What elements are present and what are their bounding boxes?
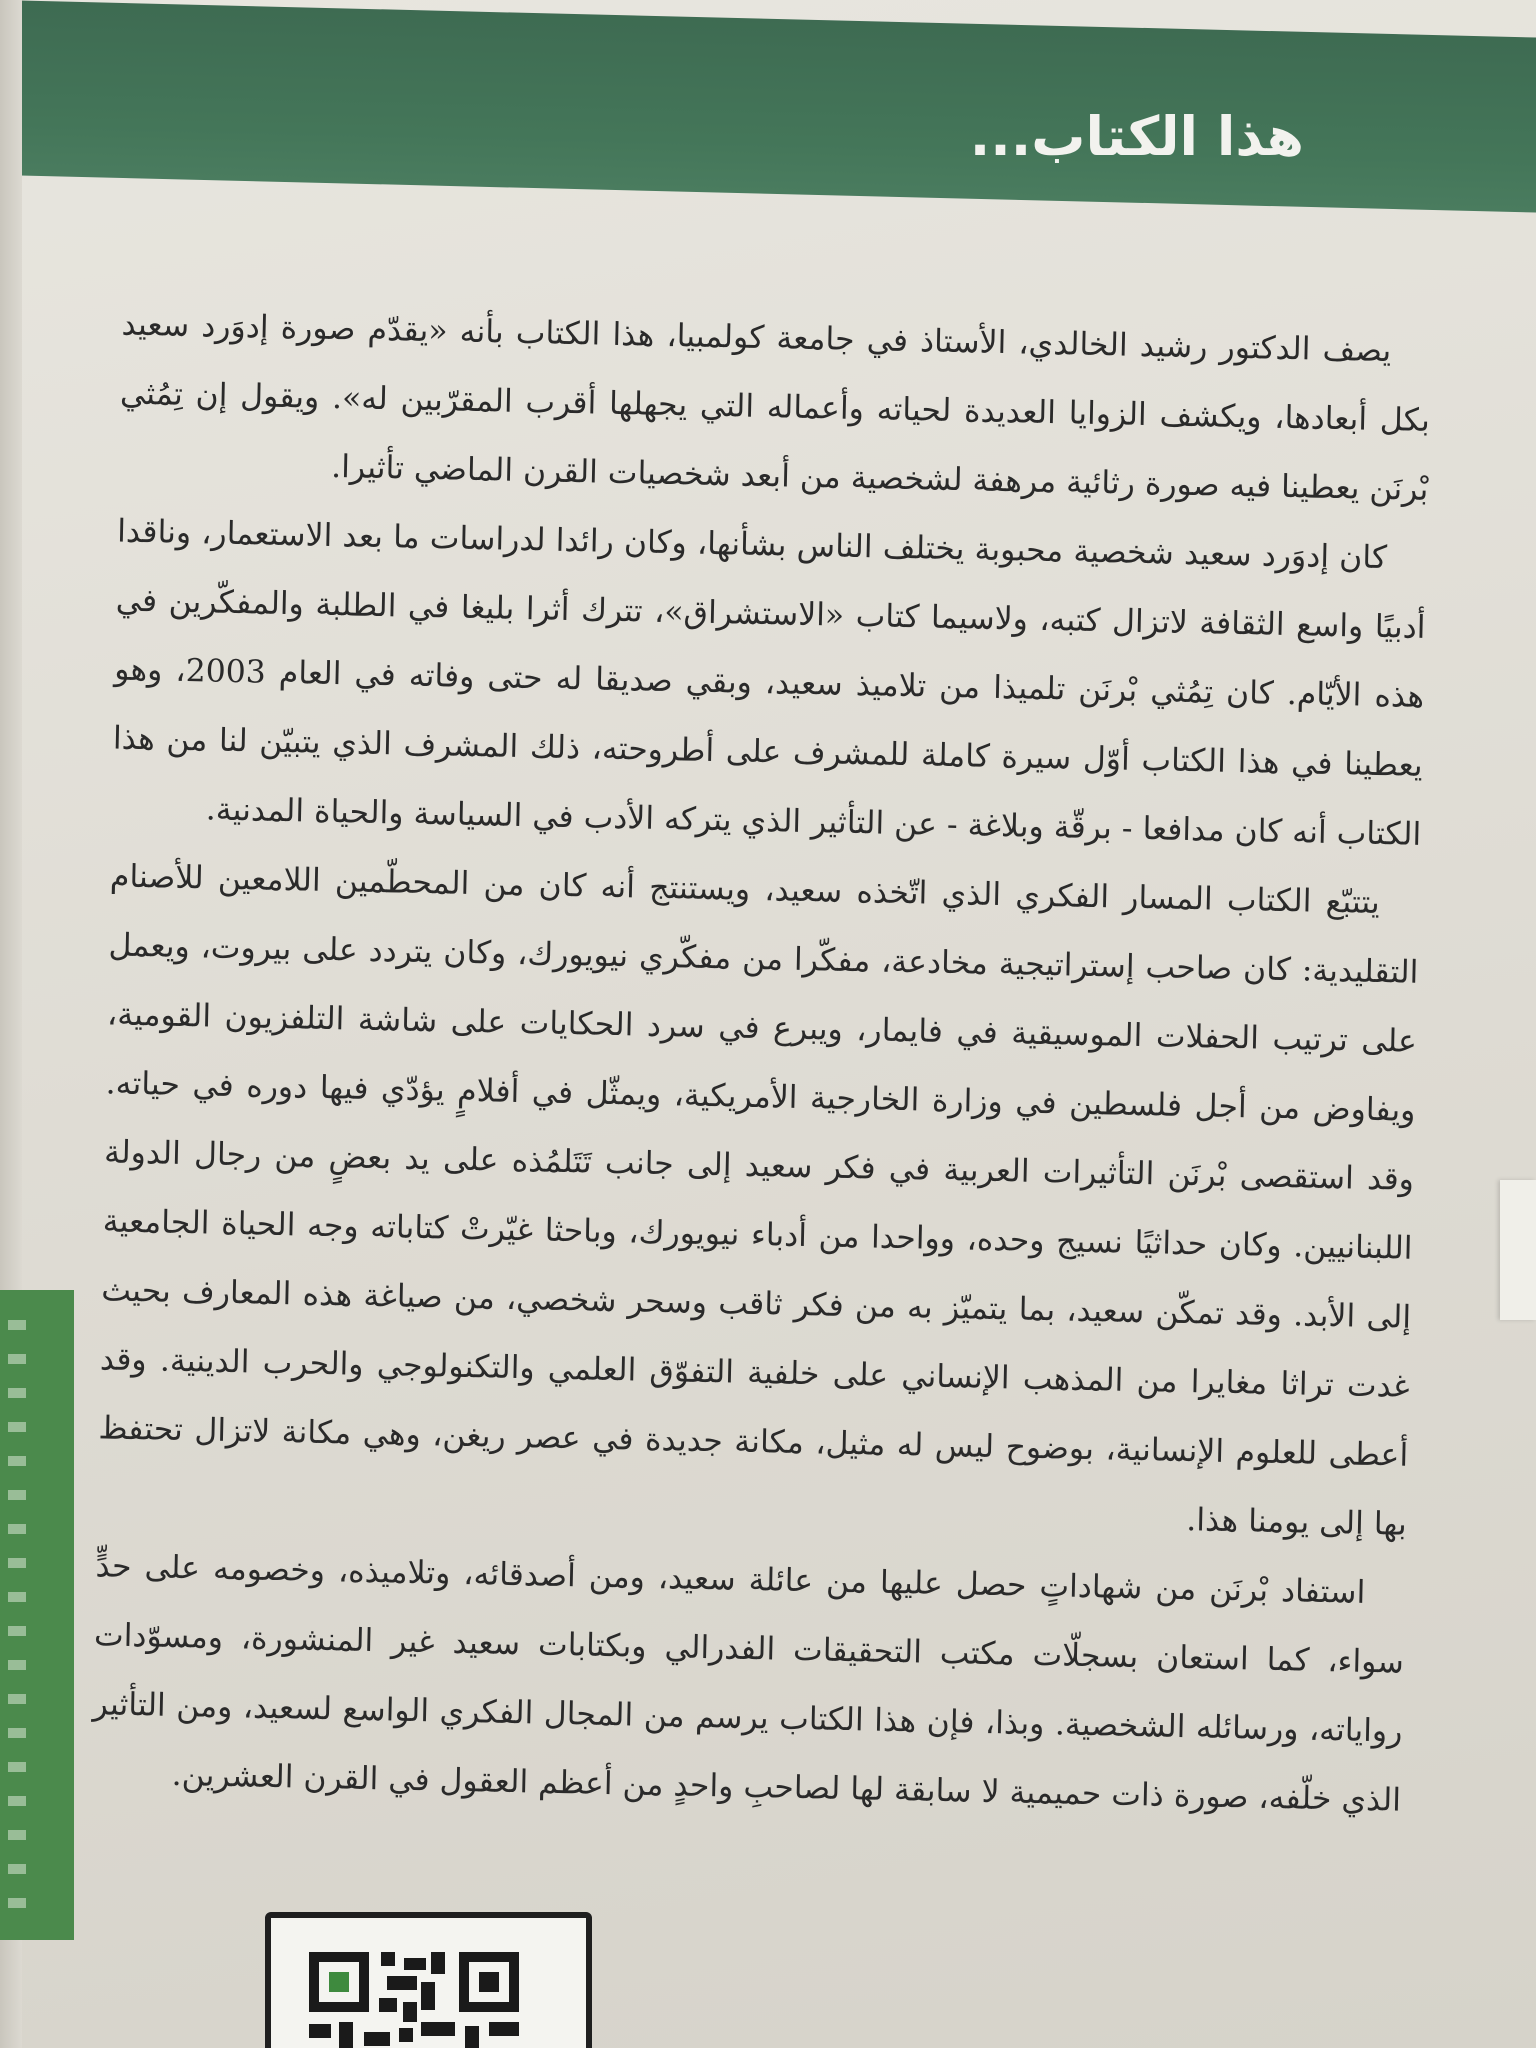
strip-marks: [8, 1320, 26, 1920]
paragraph-4: استفاد بْرنَن من شهاداتٍ حصل عليها من عائلة سعيد، ومن أصدقائه، وتلاميذه، وخصومه على حدٍّ سواء، كما استعان بسجلّات مكتب التحقيقات الفدرالي وبكتابات سعيد غير المنشورة، ومسوّدات رواياته، ورسائله الشخصية. وبذا، فإن هذا الكتاب يرسم من المجال الفكري الواسع لسعيد، ومن التأثير الذي خلّفه، صورة ذات حميمية لا سابقة لها لصاحبِ واحدٍ من أعظم العقول في القرن العشرين.: [92, 1548, 1405, 1819]
paragraph-1: يصف الدكتور رشيد الخالدي، الأستاذ في جامعة كولمبيا، هذا الكتاب بأنه «يقدّم صورة إدوَرد سعيد بكل أبعادها، ويكشف الزوايا العديدة لحياته وأعماله التي يجهلها أقرب المقرّبين له». ويقول إن تِمُثي بْرنَن يعطينا فيه صورة رثائية مرهفة لشخصية من أبعد شخصيات القرن الماضي تأثيرا.: [119, 306, 1431, 508]
paragraph-2: كان إدوَرد سعيد شخصية محبوبة يختلف الناس بشأنها، وكان رائدا لدراسات ما بعد الاستعمار، وناقدا أدبيًا واسع الثقافة لاتزال كتبه، ولاسيما كتاب «الاستشراق»، تترك أثرا بليغا في الطلبة والمفكّرين في هذه الأيّام. كان تِمُثي بْرنَن تلميذا من تلاميذ سعيد، وبقي صديقا له حتى وفاته في العام 2003، وهو يعطينا في هذا الكتاب أوّل سيرة كاملة للمشرف على أطروحته، ذلك المشرف الذي يتبيّن لنا من هذا الكتاب أنه كان مدافعا - برقّة وبلاغة - عن التأثير الذي يتركه الأدب في السياسة والحياة المدنية.: [112, 513, 1426, 853]
paper-tab: [1500, 1180, 1536, 1320]
side-color-strip: [0, 1290, 74, 1940]
header-band: [0, 0, 1536, 213]
qr-code-frame[interactable]: [265, 1912, 592, 2048]
qr-code-icon: [309, 1952, 549, 2048]
blurb-text: [90, 291, 1432, 1836]
cover-heading: هذا الكتاب...: [969, 105, 1304, 168]
paragraph-3: يتتبّع الكتاب المسار الفكري الذي اتّخذه سعيد، ويستنتج أنه كان من المحطّمين اللامعين للأصنام التقليدية: كان صاحب إستراتيجية مخادعة، مفكّرا من مفكّري نيويورك، وكان يتردد على بيروت، ويعمل على ترتيب الحفلات الموسيقية في فايمار، ويبرع في سرد الحكايات على شاشة التلفزيون القومية، ويفاوض من أجل فلسطين في وزارة الخارجية الأمريكية، ويمثّل في أفلامٍ يؤدّي فيها دوره في حياته. وقد استقصى بْرنَن التأثيرات العربية في فكر سعيد إلى جانب تَتَلمُذه على يد بعضٍ من رجال الدولة اللبنانيين. وكان حداثيًا نسيج وحده، وواحدا من أدباء نيويورك، وباحثا غيّرتْ كتاباته وجه الحياة الجامعية إلى الأبد. وقد تمكّن سعيد، بما يتميّز به من فكر ثاقب وسحر شخصي، من صياغة هذه المعارف بحيث غدت تراثا مغايرا من المذهب الإنساني على خلفية التفوّق العلمي والتكنولوجي والحرب الدينية. وقد أعطى للعلوم الإنسانية، بوضوح ليس له مثيل، مكانة جديدة في عصر ريغن، وهي مكانة لاتزال تحتفظ بها إلى يومنا هذا.: [98, 858, 1419, 1543]
